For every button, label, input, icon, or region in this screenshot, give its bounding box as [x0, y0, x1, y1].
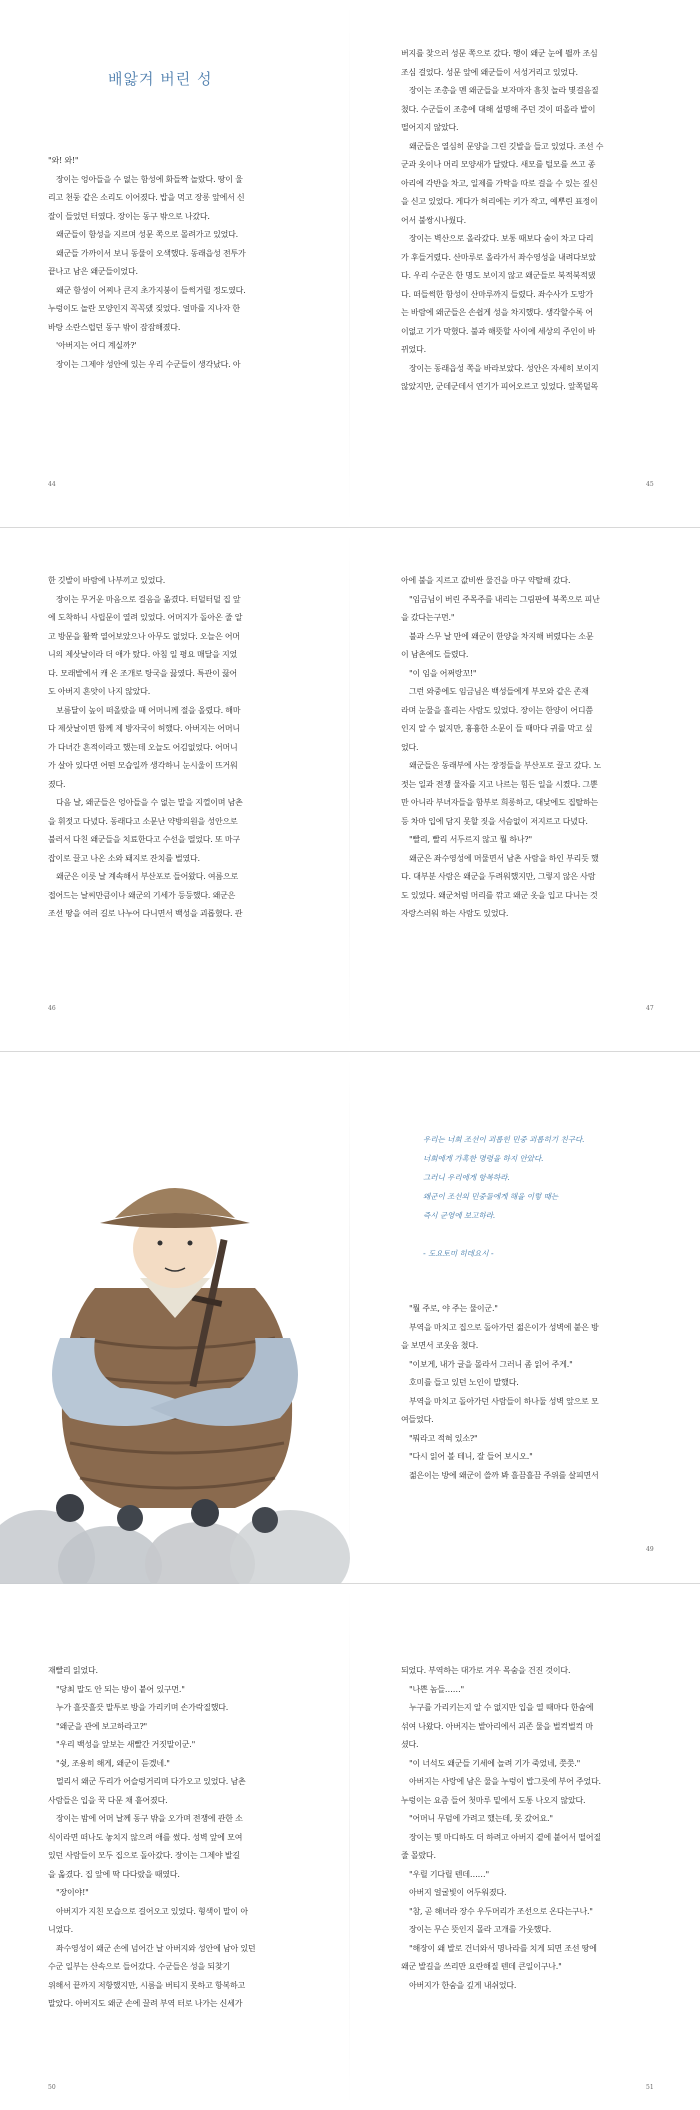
- text-line: 있던 사람들이 모두 집으로 돌아갔다. 장이는 그제야 발길: [48, 1851, 240, 1860]
- text-line: 누가 흘끗흘끗 말투로 방을 가리키며 손가락질했다.: [56, 1703, 229, 1712]
- decree-line: 우리는 너희 조선이 괴롭힌 민중 괴롭히기 친구다.: [423, 1135, 585, 1144]
- text-line: 는 바람에 왜군들은 손쉽게 성을 차지했다. 생각할수록 어: [401, 308, 593, 317]
- text-line: 을 신고 있었다. 게다가 허리에는 키가 작고, 예뿌린 표정이: [401, 197, 598, 206]
- text-line: "해장이 왜 발로 건너와서 명나라를 치게 되면 조선 땅에: [409, 1943, 597, 1953]
- text-line: 자랑스러워 하는 사람도 있었다.: [401, 909, 509, 918]
- text-line: 고 방문을 활짝 열어보았으나 아무도 없었다. 오늘은 어머: [48, 631, 240, 641]
- text-line: 줄 몰랐다.: [401, 1851, 436, 1860]
- text-line: 아버지가 한숨을 깊게 내쉬었다.: [409, 1980, 517, 1990]
- text-line: 않았지만, 군데군데서 연기가 피어오르고 있었다. 앞쪽덜목: [401, 382, 599, 391]
- text-line: 만 아니라 부녀자들을 함부로 희롱하고, 대낮에도 집탈하는: [401, 798, 599, 807]
- text-line: 누렁이도 놀란 모양인지 꼭꼭댔 짖었다. 얼마를 지나자 한: [48, 304, 240, 313]
- text-line: "당최 말도 안 되는 방이 붙어 있구먼.": [56, 1684, 185, 1694]
- text-line: 아버지가 지친 모습으로 걸어오고 있었다. 형색이 말이 아: [56, 1906, 248, 1916]
- text-line: 부역을 마치고 돌아가던 사람들이 하나둘 성벽 앞으로 모: [409, 1396, 599, 1406]
- text-line: "빨리, 빨리 서두르지 않고 뭘 하나?": [409, 835, 532, 844]
- text-line: "참, 곧 해녀라 장수 우두머리가 조선으로 온다는구나.": [409, 1906, 593, 1916]
- text-line: "뭘 주로, 야 주는 물이군.": [409, 1304, 498, 1313]
- text-line: 장이는 동래읍성 쪽을 바라보았다. 성안은 자세히 보이지: [409, 363, 599, 373]
- spread-44-45: [0, 0, 700, 528]
- text-line: "뭐라고 적혀 있소?": [409, 1433, 478, 1443]
- spread-46-47: [0, 528, 700, 1052]
- text-line: "임금님이 버린 주목주를 내리는 그림판에 북쪽으로 피난: [409, 594, 600, 604]
- text-line: 멀리서 왜군 두리가 어슬렁거리며 다가오고 있었다. 남촌: [56, 1777, 246, 1786]
- text-line: 을 휘젓고 다녔다. 동래다고 소문난 약방의원을 성안으로: [48, 816, 238, 826]
- text-line: 젊은이는 방에 왜군이 쓸까 봐 흘끔흘끔 주위를 살피면서: [409, 1470, 599, 1480]
- text-line: 도 있었다. 왜군처럼 머리를 깎고 왜군 옷을 입고 다니는 것: [401, 890, 598, 900]
- spread-50-51: [0, 1584, 700, 2110]
- text-line: 섞여 나왔다. 아버지는 밭아리에서 괴존 물을 벌컥벌컥 마: [401, 1721, 593, 1731]
- decree-line: 즉시 군영에 보고하라.: [423, 1211, 496, 1220]
- decree-line: 그러니 우리에게 항복하라.: [423, 1173, 510, 1182]
- text-line: 다음 날, 왜군들은 엉아들을 수 없는 말을 지껄이며 남촌: [56, 798, 243, 807]
- text-line: 리고 천둥 같은 소리도 이어졌다. 밥을 먹고 장롱 앞에서 신: [48, 193, 245, 202]
- page-51-text: [401, 1662, 666, 1995]
- text-line: 어서 불쌍시나웠다.: [401, 215, 466, 225]
- decree-line: [423, 1225, 663, 1244]
- text-line: 접어드는 날씨만큼이나 왜군의 기세가 등등했다. 왜군은: [48, 890, 236, 900]
- text-line: 다 제삿날이면 함께 제 방자국이 허했다. 아버지는 어머니: [48, 724, 240, 733]
- text-line: 여들었다.: [401, 1415, 434, 1424]
- decree-line: 너희에게 가혹한 명령을 하지 안았다.: [423, 1154, 544, 1163]
- text-line: 위해서 끝까지 저항했지만, 시름을 버티지 못하고 항복하고: [48, 1980, 246, 1990]
- text-line: 라며 눈물을 흘리는 사람도 있었다. 장이는 한양이 어디쯤: [401, 705, 593, 715]
- text-line: 재빨리 읽었다.: [48, 1666, 98, 1675]
- text-line: 장이는 몇 마디하도 더 하려고 아버지 곁에 붙어서 떨어질: [409, 1832, 601, 1842]
- text-line: 보름달이 높이 떠올랐을 때 어머니께 절을 올렸다. 해마: [56, 705, 241, 715]
- text-line: 왜군은 좌수영성에 머물면서 남촌 사람을 하인 부리듯 했: [409, 853, 599, 863]
- page-number-45: 45: [646, 481, 654, 488]
- text-line: 되었다. 부역하는 대가로 겨우 목숨을 건진 것이다.: [401, 1666, 571, 1675]
- text-line: 불러서 다친 왜군들을 치료한다고 수선을 떨었다. 또 마구: [48, 835, 240, 844]
- text-line: 쳤다. 수군들이 조총에 대해 설명해 주던 것이 떠올라 발이: [401, 104, 596, 114]
- decree-poem: [423, 1130, 663, 1263]
- text-line: 바탕 소란스럽던 동구 밖이 잠잠해졌다.: [48, 322, 181, 332]
- text-line: 아버지 얼굴빛이 어두워졌다.: [409, 1888, 507, 1897]
- text-line: 누구를 가리키는지 알 수 없지만 입을 열 때마다 한숨에: [409, 1703, 594, 1712]
- text-line: 가 살아 있다면 어떤 모습일까 생각하니 눈시울이 뜨거워: [48, 761, 238, 770]
- text-line: "나쁜 놈들……": [409, 1684, 465, 1694]
- text-line: 젓는 일과 전쟁 물자를 지고 나르는 힘든 일을 시켰다. 그뿐: [401, 779, 598, 789]
- page-number-46: 46: [48, 1005, 56, 1012]
- text-line: 조선 땅을 여러 길로 나누어 다니면서 백성을 괴롭혔다. 관: [48, 909, 243, 918]
- text-line: "이 임을 어쩌랑꼬!": [409, 668, 477, 678]
- text-line: 아리에 각반을 차고, 일제를 가탁을 따로 걸을 수 있는 짚신: [401, 178, 598, 188]
- text-line: 니의 제삿날이라 더 애가 탔다. 아침 일 평요 매달을 지었: [48, 650, 238, 659]
- text-line: 왜군들이 함성을 지르며 성문 쪽으로 몰려가고 있었다.: [56, 230, 239, 239]
- page-number-50: 50: [48, 2084, 56, 2091]
- spine-gutter: [349, 528, 350, 1051]
- text-line: 왜군들 가까이서 보니 동물이 오색했다. 동래읍성 전투가: [56, 248, 246, 258]
- text-line: 장이는 벽산으로 올라갔다. 보통 때보다 숨이 차고 다리: [409, 234, 594, 243]
- page-49-text: [401, 1300, 669, 1485]
- text-line: 식이라면 떠나도 놓치지 않으려 애를 썼다. 성벽 앞에 모여: [48, 1832, 243, 1842]
- page-47-text: [401, 572, 666, 924]
- text-line: 을 옮겼다. 집 앞에 딱 다다랐을 때였다.: [48, 1869, 180, 1879]
- text-line: 장이는 무슨 뜻인지 몰라 고개를 가웃했다.: [409, 1925, 552, 1934]
- text-line: 이 남촌에도 들렸다.: [401, 650, 469, 659]
- text-line: 왜군 함성이 어찌나 큰지 초가지붕이 들썩거릴 정도였다.: [56, 285, 246, 295]
- decree-line: - 도요토미 히데요시 -: [423, 1249, 494, 1258]
- text-line: 아에 불을 지르고 값비싼 물건을 마구 약탈해 갔다.: [401, 576, 571, 585]
- text-line: 다. 대부분 사람은 왜군을 두려워했지만, 그렇지 않은 사람: [401, 872, 596, 881]
- text-line: 누렁이는 요즘 들어 첫마루 밑에서 도통 나오지 않았다.: [401, 1795, 586, 1805]
- text-line: "다시 읽어 볼 테니, 잘 들어 보시오.": [409, 1452, 533, 1461]
- text-line: "어머니 무덤에 가려고 했는데, 못 갔어요.": [409, 1814, 553, 1823]
- text-line: 부역을 마치고 집으로 돌아가던 젊은이가 성벽에 붙은 방: [409, 1322, 599, 1332]
- chapter-title: 배앓겨 버린 성: [108, 70, 213, 88]
- text-line: 말았다. 아버지도 왜군 손에 끌려 부역 터로 나가는 신세가: [48, 1999, 243, 2008]
- text-line: "우릴 기다릴 텐데……": [409, 1869, 489, 1879]
- page-number-49: 49: [646, 1546, 654, 1553]
- text-line: 한 깃발이 바람에 나부끼고 있었다.: [48, 576, 166, 585]
- text-line: 잘이 들었던 터였다. 장이는 동구 밖으로 나갔다.: [48, 211, 210, 221]
- text-line: 장이는 그제야 성안에 있는 우리 수군들이 생각났다. 아: [56, 359, 241, 369]
- text-line: 왜군들은 열심히 문양을 그린 깃발을 들고 있었다. 조선 수: [409, 141, 604, 151]
- spine-gutter: [349, 1584, 350, 2110]
- text-line: 인지 알 수 없지만, 흉흉한 소문이 들 때마다 귀를 막고 싶: [401, 724, 593, 733]
- text-line: 떨어지지 않았다.: [401, 123, 459, 132]
- soldier-illustration: [0, 1088, 350, 1598]
- text-line: 뀌었다.: [401, 345, 426, 354]
- text-line: 도 아버지 흔앗이 나지 않았다.: [48, 687, 151, 696]
- text-line: 가 후들거렸다. 산마루로 올라가서 좌수영성을 내려다보았: [401, 252, 596, 262]
- text-line: 조심 걸었다. 성문 앞에 왜군들이 서성거리고 있었다.: [401, 67, 578, 77]
- text-line: 좌수영성이 왜군 손에 넘어간 날 아버지와 성안에 남아 있던: [56, 1943, 256, 1953]
- text-line: 왜군 발길을 쓰리만 요란해질 텐데 큰일이구나.": [401, 1962, 562, 1971]
- text-line: "장이야!": [56, 1888, 89, 1897]
- text-line: "왜군을 관에 보고하라고?": [56, 1721, 148, 1731]
- text-line: 그런 와중에도 임금님은 백성들에게 부모와 같은 존재: [409, 687, 589, 696]
- text-line: 장이는 무거운 마음으로 걸음을 옮겼다. 터덜터덜 집 앞: [56, 594, 241, 604]
- text-line: 사람들은 입을 꾹 다문 채 흩어졌다.: [48, 1795, 168, 1805]
- text-line: 왜군들은 동래부에 사는 장정들을 부산포로 끌고 갔다. 노: [409, 761, 601, 770]
- text-line: 졌다.: [48, 779, 66, 789]
- text-line: 버지를 찾으러 성문 쪽으로 갔다. 행이 왜군 눈에 띌까 조심: [401, 49, 598, 58]
- page-46-text: [48, 572, 313, 924]
- text-line: "와! 와!": [48, 156, 79, 165]
- page-number-47: 47: [646, 1005, 654, 1012]
- text-line: 끝나고 남은 왜군들이었다.: [48, 267, 138, 276]
- text-line: "쉿, 조용히 해게, 왜군이 듣겠네.": [56, 1758, 170, 1768]
- text-line: 셨다.: [401, 1740, 419, 1749]
- text-line: "이보게, 내가 글을 몰라서 그러니 좀 읽어 주게.": [409, 1359, 573, 1369]
- text-line: 잡이로 끌고 나온 소와 돼지로 잔치를 벌였다.: [48, 853, 200, 863]
- page-44-text: [48, 152, 313, 374]
- text-line: 아버지는 사랑에 남은 물을 누렁이 밥그릇에 부어 주었다.: [409, 1777, 601, 1786]
- text-line: 장이는 조총을 멘 왜군들을 보자마자 흠칫 놀라 몇걸음질: [409, 86, 599, 95]
- text-line: 장이는 밤에 어머 날께 동구 밖을 오가며 전쟁에 관한 소: [56, 1814, 243, 1823]
- text-line: 에 도착하니 사립문이 열려 있었다. 어머지가 돌아온 줄 알: [48, 613, 243, 622]
- text-line: 니었다.: [48, 1925, 73, 1934]
- text-line: 호미를 들고 있던 노인이 말했다.: [409, 1378, 519, 1387]
- page-45-text: [401, 45, 666, 397]
- text-line: "우리 백성을 앞보는 새빨간 거짓말이군.": [56, 1740, 196, 1749]
- text-line: 을 보면서 코웃음 쳤다.: [401, 1341, 479, 1350]
- text-line: 다. 모래밭에서 캐 온 조개로 탕국을 끓였다. 특관이 끓어: [48, 668, 238, 678]
- page-number-44: 44: [48, 481, 56, 488]
- decree-line: 왜군이 조선의 민중들에게 해을 이렇 때는: [423, 1192, 559, 1201]
- page-number-51: 51: [646, 2084, 654, 2091]
- text-line: 수군 일부는 산속으로 들어갔다. 수군들은 성을 되찾기: [48, 1962, 231, 1971]
- text-line: 군과 옷이나 머리 모양새가 달랐다. 새모를 털모를 쓰고 종: [401, 160, 596, 169]
- text-line: 장이는 엉아들을 수 없는 함성에 화들짝 놀랐다. 땅이 울: [56, 174, 243, 184]
- text-line: 다. 우리 수군은 한 명도 보이지 않고 왜군들로 북적북적댔: [401, 271, 596, 280]
- text-line: 이없고 기가 막혔다. 불과 해뜻할 사이에 세상의 주인이 바: [401, 326, 596, 336]
- text-line: 등 차마 입에 담지 못할 짓을 서슴없이 저지르고 다녔다.: [401, 816, 588, 826]
- text-line: 었다.: [401, 742, 419, 752]
- text-line: 다. 떠들썩한 함성이 산마루까지 들렸다. 좌수사가 도망가: [401, 289, 593, 299]
- text-line: 불과 스무 날 만에 왜군이 한양을 차지해 버렸다는 소문: [409, 631, 594, 641]
- text-line: 을 갔다는구먼.": [401, 613, 455, 622]
- spine-gutter: [349, 0, 350, 527]
- page-50-text: [48, 1662, 313, 2014]
- text-line: "이 너석도 왜군들 기세에 놀려 기가 죽었네, 쯧쯧.": [409, 1758, 581, 1768]
- text-line: 왜군은 이릇 날 계속해서 부산포로 들어왔다. 여름으로: [56, 872, 239, 881]
- text-line: 가 다녀간 흔적이라고 했는데 오늘도 어김없었다. 어머니: [48, 742, 238, 752]
- text-line: '아버지는 어디 계실까?': [56, 341, 137, 350]
